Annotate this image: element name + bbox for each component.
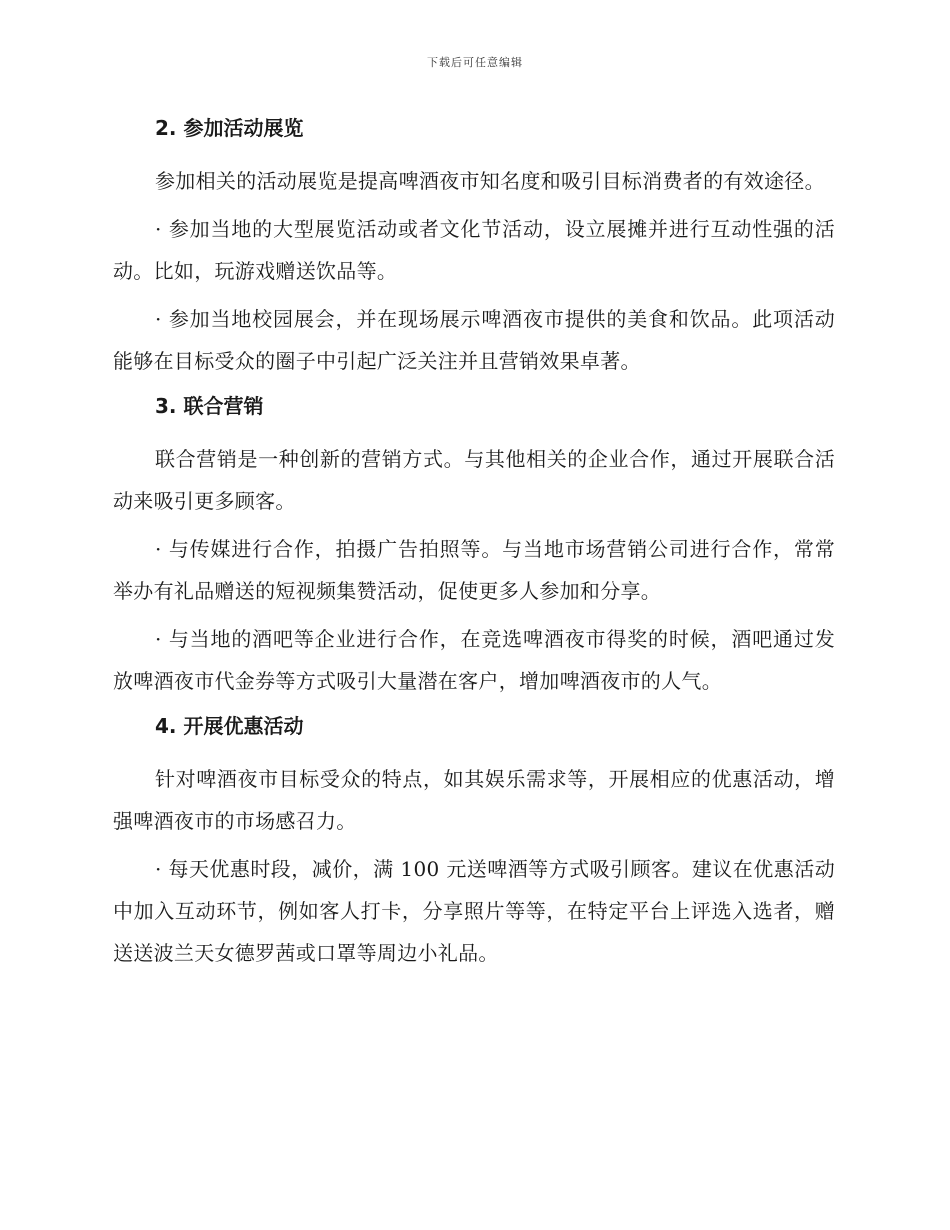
bullet-paragraph: · 参加当地校园展会，并在现场展示啤酒夜市提供的美食和饮品。此项活动能够在目标受众的圈子中引起广泛关注并且营销效果卓著。 [113, 307, 835, 373]
page-header: 下载后可任意编辑 [427, 56, 523, 69]
bullet-paragraph: · 与传媒进行合作，拍摄广告拍照等。与当地市场营销公司进行合作，常常举办有礼品赠送的短视频集赞活动，促使更多人参加和分享。 [113, 537, 835, 603]
paragraph: 参加相关的活动展览是提高啤酒夜市知名度和吸引目标消费者的有效途径。 [155, 169, 825, 193]
paragraph: 针对啤酒夜市目标受众的特点，如其娱乐需求等，开展相应的优惠活动，增强啤酒夜市的市场感召力。 [113, 767, 835, 833]
bullet-paragraph: · 参加当地的大型展览活动或者文化节活动，设立展摊并进行互动性强的活动。比如，玩游戏赠送饮品等。 [113, 217, 835, 283]
bullet-paragraph: · 每天优惠时段，减价，满 100 元送啤酒等方式吸引顾客。建议在优惠活动中加入互动环节，例如客人打卡，分享照片等等，在特定平台上评选入选者，赠送送波兰天女德罗茜或口罩等周边小礼品。 [113, 857, 835, 965]
paragraph: 联合营销是一种创新的营销方式。与其他相关的企业合作，通过开展联合活动来吸引更多顾客。 [113, 447, 835, 513]
document-body [113, 110, 835, 974]
bullet-paragraph: · 与当地的酒吧等企业进行合作，在竞选啤酒夜市得奖的时候，酒吧通过发放啤酒夜市代金券等方式吸引大量潜在客户，增加啤酒夜市的人气。 [113, 627, 835, 693]
section-heading: 2. 参加活动展览 [155, 116, 304, 140]
section-heading: 4. 开展优惠活动 [155, 714, 304, 738]
section-heading: 3. 联合营销 [155, 394, 264, 418]
